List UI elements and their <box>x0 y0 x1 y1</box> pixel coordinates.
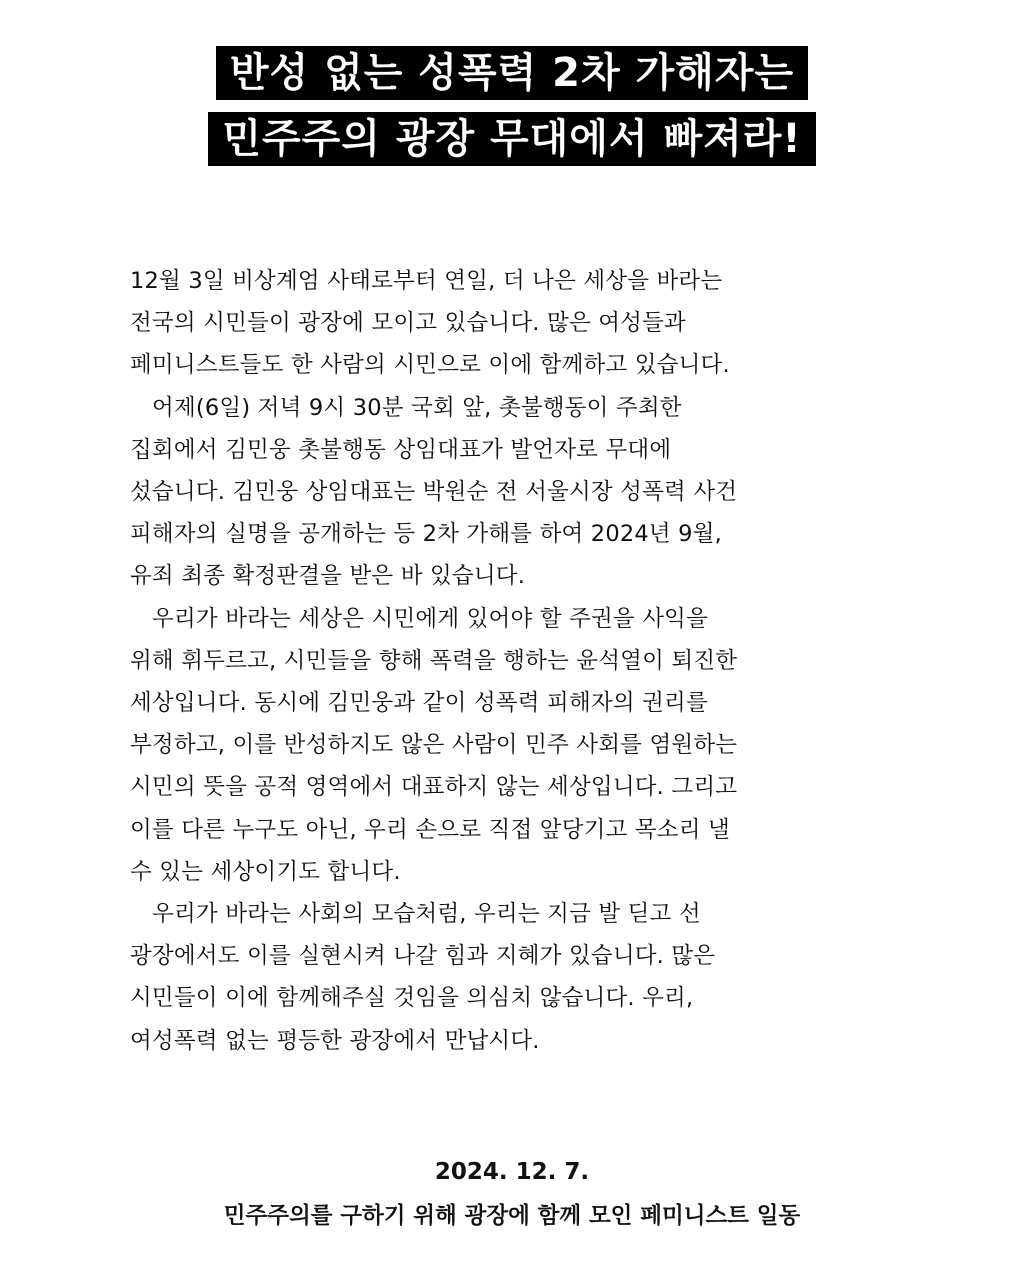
body-line: 12월 3일 비상계엄 사태로부터 연일, 더 나은 세상을 바라는 <box>130 268 723 294</box>
body-line: 우리가 바라는 사회의 모습처럼, 우리는 지금 발 딛고 선 <box>130 901 701 928</box>
body-line: 광장에서도 이를 실현시켜 나갈 힘과 지혜가 있습니다. 많은 <box>130 943 716 970</box>
body-line: 전국의 시민들이 광장에 모이고 있습니다. 많은 여성들과 <box>130 310 686 337</box>
body-line: 여성폭력 없는 평등한 광장에서 만납시다. <box>130 1027 540 1054</box>
body-line: 섰습니다. 김민웅 상임대표는 박원순 전 서울시장 성폭력 사건 <box>130 479 738 506</box>
body-line: 피해자의 실명을 공개하는 등 2차 가해를 하여 2024년 9월, <box>130 521 722 548</box>
body-line: 위해 휘두르고, 시민들을 향해 폭력을 행하는 윤석열이 퇴진한 <box>130 647 738 674</box>
body-line: 수 있는 세상이기도 합니다. <box>130 858 401 885</box>
statement-date: 2024. 12. 7. <box>434 1159 590 1185</box>
statement-signature: 민주주의를 구하기 위해 광장에 함께 모인 페미니스트 일동 <box>223 1203 801 1229</box>
body-line: 어제(6일) 저녁 9시 30분 국회 앞, 촛불행동이 주최한 <box>130 394 682 421</box>
body-line: 세상입니다. 동시에 김민웅과 같이 성폭력 피해자의 권리를 <box>130 690 708 717</box>
body-line: 부정하고, 이를 반성하지도 않은 사람이 민주 사회를 염원하는 <box>130 732 738 759</box>
body-line: 집회에서 김민웅 촛불행동 상임대표가 발언자로 무대에 <box>130 436 672 463</box>
body-line: 이를 다른 누구도 아닌, 우리 손으로 직접 앞당기고 목소리 낼 <box>130 816 730 843</box>
body-line: 페미니스트들도 한 사람의 시민으로 이에 함께하고 있습니다. <box>130 352 730 379</box>
body-line: 시민들이 이에 함께해주실 것임을 의심치 않습니다. 우리, <box>130 985 694 1012</box>
body-line: 시민의 뜻을 공적 영역에서 대표하지 않는 세상입니다. 그리고 <box>130 774 738 801</box>
title-line-2: 민주주의 광장 무대에서 빠져라! <box>208 112 815 166</box>
title-line-1: 반성 없는 성폭력 2차 가해자는 <box>216 46 808 100</box>
body-line: 우리가 바라는 세상은 시민에게 있어야 할 주권을 사익을 <box>130 605 709 632</box>
body-line: 유죄 최종 확정판결을 받은 바 있습니다. <box>130 563 526 590</box>
statement-title <box>0 46 1024 166</box>
statement-body <box>130 260 910 1062</box>
statement-footer <box>0 1150 1024 1238</box>
